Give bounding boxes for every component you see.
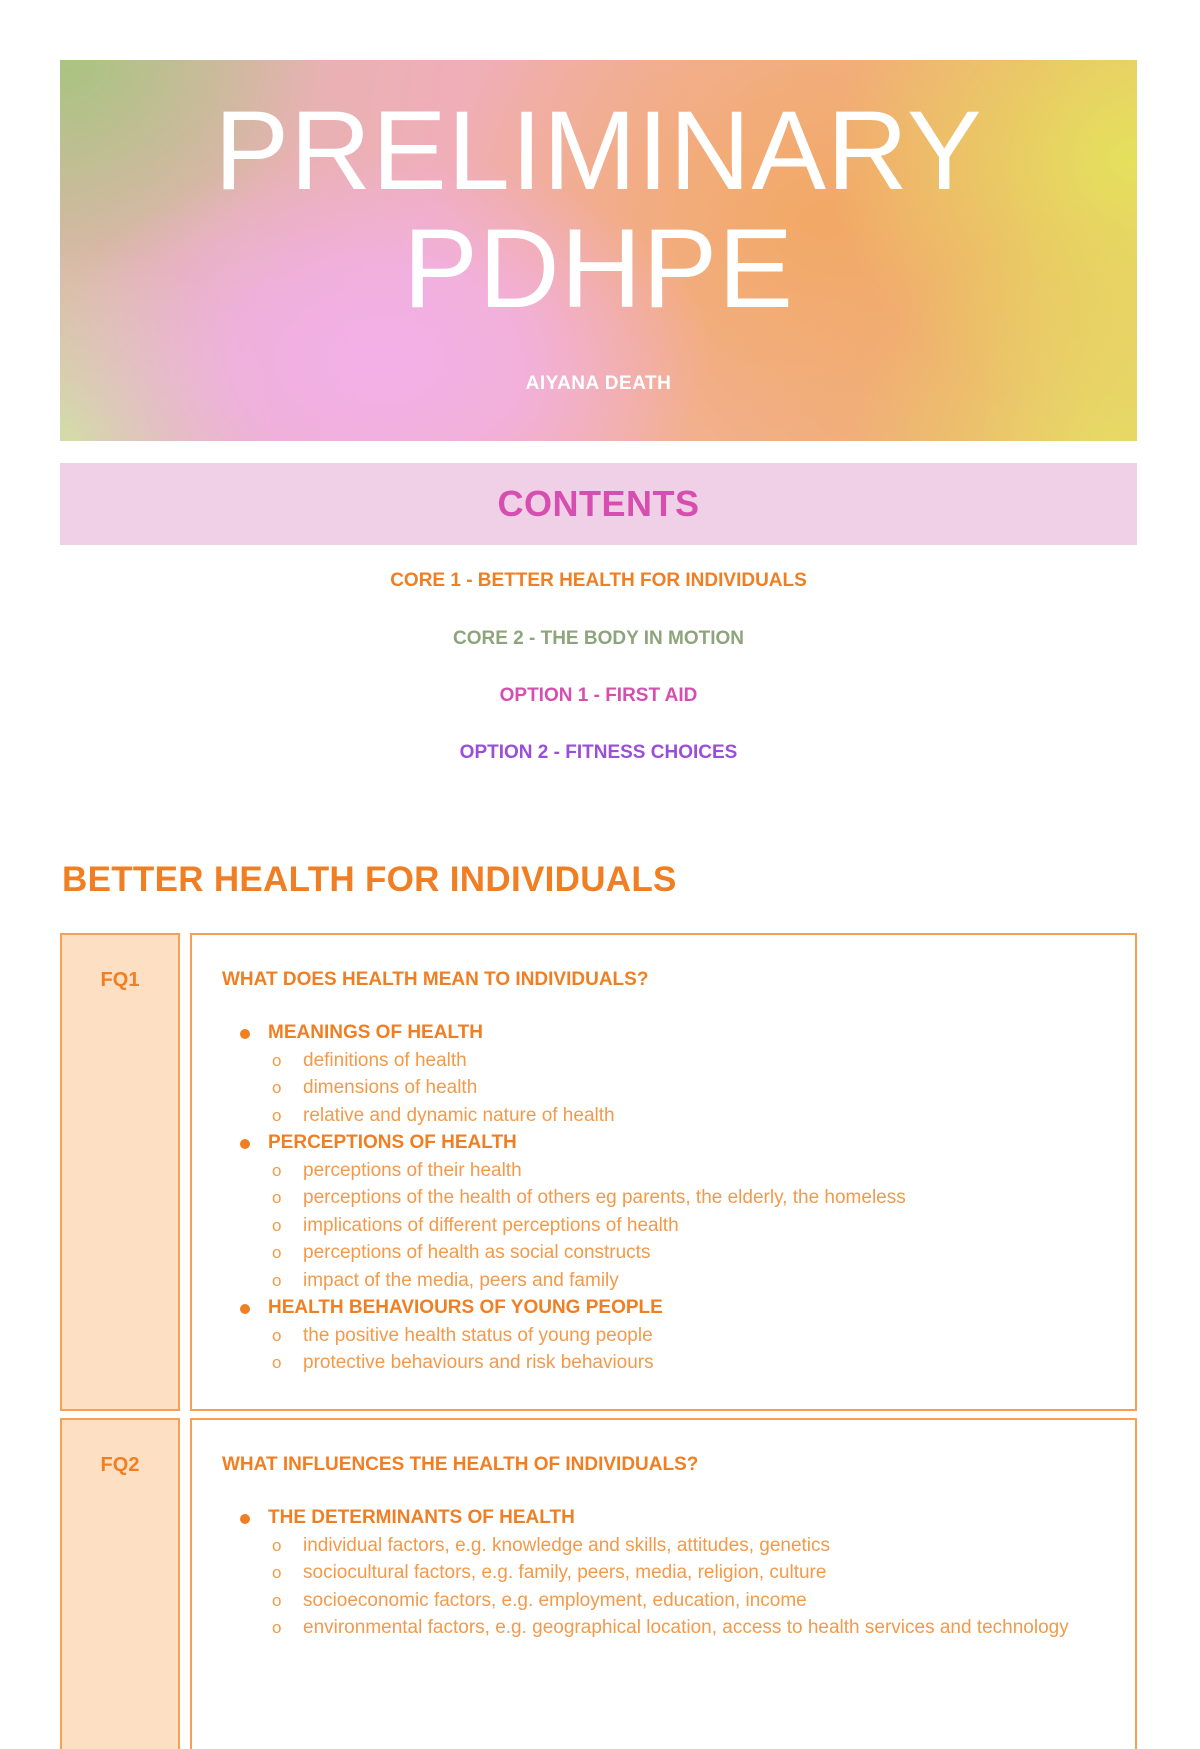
contents-title: CONTENTS: [497, 483, 700, 524]
circle-bullet-icon: o: [272, 1105, 282, 1125]
circle-bullet-icon: o: [272, 1160, 282, 1180]
topic-heading: THE DETERMINANTS OF HEALTH: [238, 1504, 1095, 1532]
circle-bullet-icon: o: [272, 1078, 282, 1097]
list-item: o perceptions of their health: [238, 1157, 1095, 1185]
list-item: o the positive health status of young people: [238, 1322, 1095, 1350]
title-line-2: PDHPE: [403, 206, 794, 331]
fq-label: FQ2: [100, 1454, 140, 1476]
bullet-icon: [240, 1029, 250, 1039]
topic-heading: HEALTH BEHAVIOURS OF YOUNG PEOPLE: [238, 1294, 1095, 1322]
toc-item-core-1[interactable]: [60, 570, 1137, 592]
bullet-icon: [240, 1139, 250, 1149]
focus-question-1: [60, 933, 1137, 1411]
fq-label: FQ1: [100, 969, 140, 991]
list-item: o definitions of health: [238, 1047, 1095, 1075]
circle-bullet-icon: o: [272, 1618, 282, 1637]
topic-list: [238, 1504, 1095, 1642]
topic-heading: PERCEPTIONS OF HEALTH: [238, 1129, 1095, 1157]
list-item: o perceptions of the health of others eg parents, the elderly, the homeless: [238, 1184, 1095, 1212]
toc-item-label: CORE 2 - THE BODY IN MOTION: [452, 628, 744, 649]
circle-bullet-icon: o: [272, 1590, 282, 1610]
circle-bullet-icon: o: [272, 1325, 282, 1345]
circle-bullet-icon: o: [272, 1215, 282, 1235]
fq-label-cell: [60, 1418, 180, 1749]
title-line-1: PRELIMINARY: [214, 88, 983, 213]
bullet-icon: [240, 1514, 250, 1524]
list-item: o implications of different perceptions of health: [238, 1212, 1095, 1240]
topic-heading: MEANINGS OF HEALTH: [238, 1019, 1095, 1047]
list-item: o socioeconomic factors, e.g. employment, education, income: [238, 1587, 1095, 1615]
list-item: o impact of the media, peers and family: [238, 1267, 1095, 1295]
toc-item-label: OPTION 1 - FIRST AID: [499, 685, 698, 706]
title-banner: [60, 60, 1137, 441]
fq-label-cell: [60, 933, 180, 1411]
fq-question: WHAT DOES HEALTH MEAN TO INDIVIDUALS?: [222, 969, 649, 990]
list-item: o sociocultural factors, e.g. family, peers, media, religion, culture: [238, 1559, 1095, 1587]
list-item: o relative and dynamic nature of health: [238, 1102, 1095, 1130]
bullet-icon: [240, 1304, 250, 1314]
toc-item-label: CORE 1 - BETTER HEALTH FOR INDIVIDUALS: [390, 570, 807, 591]
circle-bullet-icon: o: [272, 1563, 282, 1582]
toc-item-label: OPTION 2 - FITNESS CHOICES: [459, 742, 738, 763]
list-item: o environmental factors, e.g. geographical location, access to health services and technology: [238, 1614, 1095, 1642]
list-item: o protective behaviours and risk behaviours: [238, 1349, 1095, 1377]
topic-list: [238, 1019, 1095, 1377]
author-name: AIYANA DEATH: [525, 373, 672, 394]
contents-header: [60, 463, 1137, 545]
fq-content-cell: [190, 933, 1137, 1411]
document-title: [60, 88, 1137, 331]
list-item: o perceptions of health as social constructs: [238, 1239, 1095, 1267]
toc-item-core-2[interactable]: [60, 628, 1137, 650]
toc-item-option-2[interactable]: [60, 742, 1137, 764]
circle-bullet-icon: o: [272, 1270, 282, 1290]
circle-bullet-icon: o: [272, 1535, 282, 1555]
list-item: o dimensions of health: [238, 1074, 1095, 1102]
circle-bullet-icon: o: [272, 1050, 282, 1070]
section-heading: BETTER HEALTH FOR INDIVIDUALS: [62, 860, 677, 899]
circle-bullet-icon: o: [272, 1353, 282, 1372]
fq-question: WHAT INFLUENCES THE HEALTH OF INDIVIDUALS?: [222, 1454, 699, 1475]
circle-bullet-icon: o: [272, 1243, 282, 1262]
fq-content-cell: [190, 1418, 1137, 1749]
list-item: o individual factors, e.g. knowledge and skills, attitudes, genetics: [238, 1532, 1095, 1560]
circle-bullet-icon: o: [272, 1188, 282, 1207]
toc-item-option-1[interactable]: [60, 685, 1137, 707]
focus-question-2: [60, 1418, 1137, 1749]
